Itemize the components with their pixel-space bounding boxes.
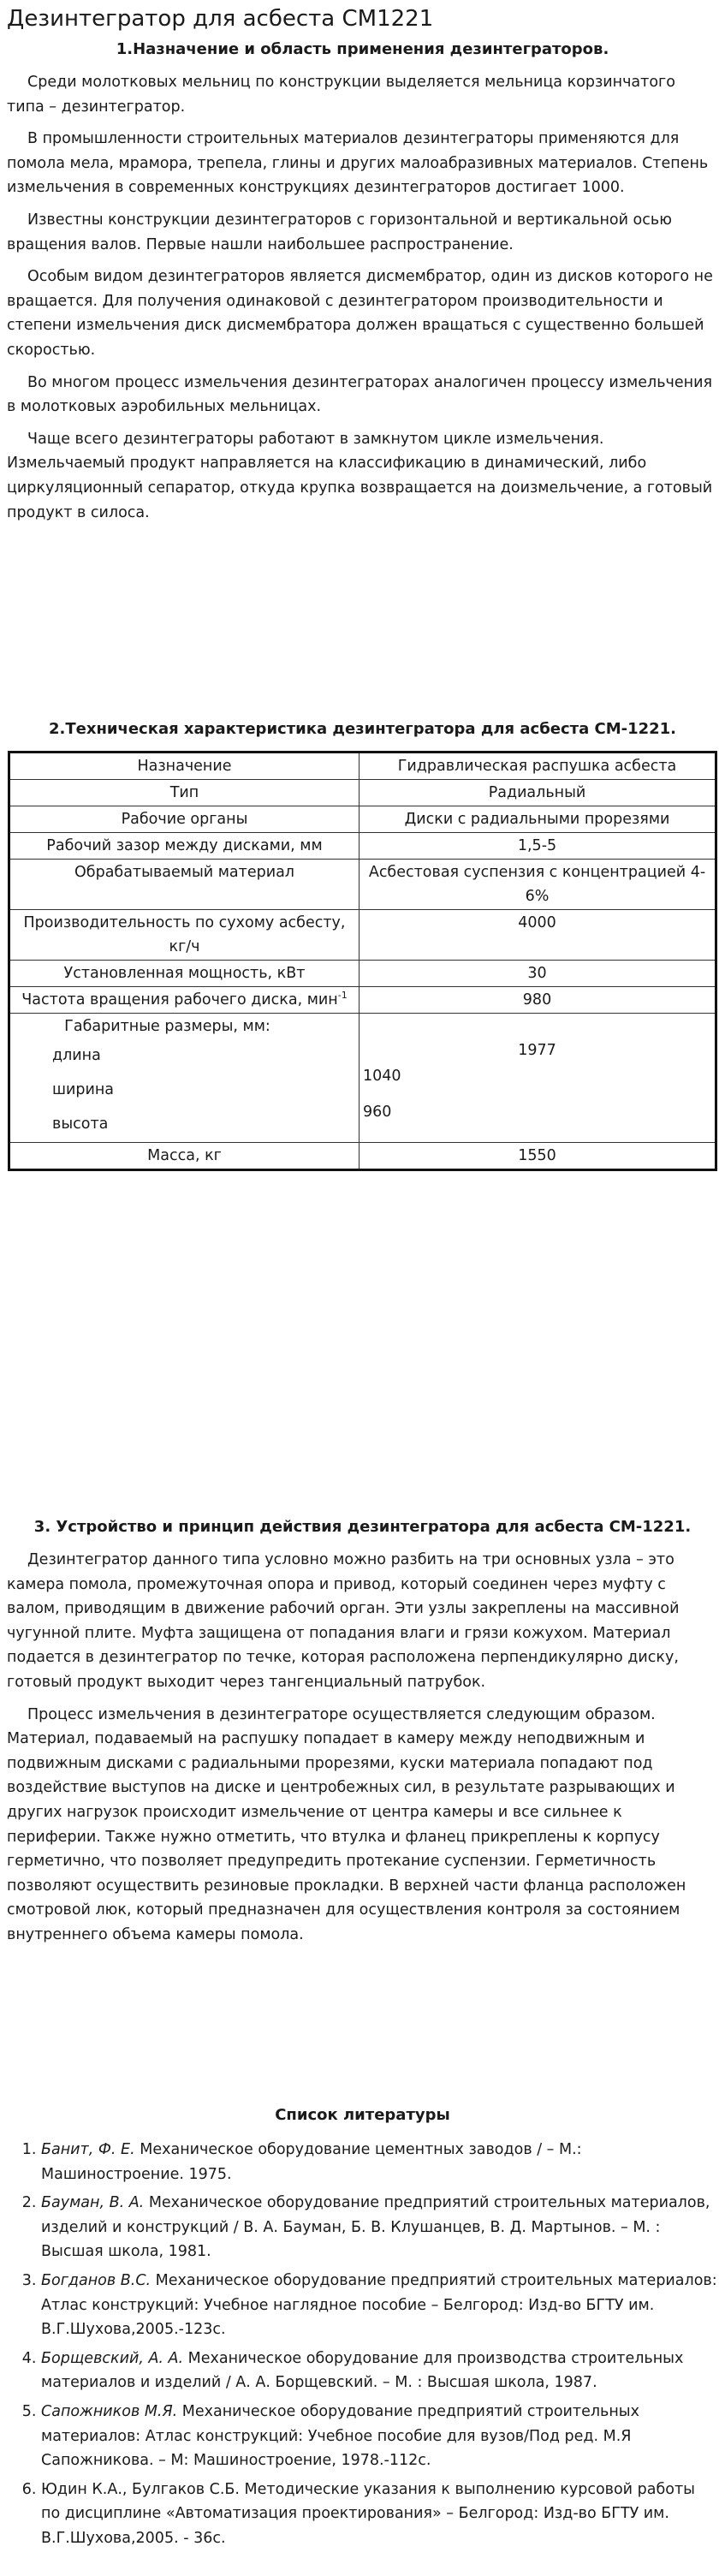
section-3-body [7,1548,717,1955]
spec-value: 1550 [360,1143,716,1170]
spec-value: Диски с радиальными прорезями [360,806,716,833]
table-row [9,987,716,1014]
paragraph: Дезинтегратор данного типа условно можно разбить на три основных узла – это камера помола, промежуточная опора и привод, который соединен через муфту с валом, приводящим в движение рабочий орган. Эти узлы закреплены на массивной чугунной плите. Муфта защищена от попадания влаги и грязи кожухом. Материал подается в дезинтегратор по течке, которая расположена перпендикулярно диску, готовый продукт выходит через тангенциальный патрубок. [7,1551,680,1691]
dimension-length-value: 1977 [518,1042,556,1059]
dimensions-heading: Габаритные размеры, мм: [64,1018,270,1035]
dimension-values [363,1014,711,1141]
spec-value [360,1014,716,1143]
table-row [9,780,716,806]
reference-item [41,2138,717,2186]
spec-name: Назначение [9,753,360,780]
document-title: Дезинтегратор для асбеста СМ1221 [7,6,434,32]
spec-value: 30 [360,961,716,987]
reference-text: Механическое оборудование предприятий строительных материалов: Атлас конструкций: Учебное наглядное пособие – Белгород: Изд-во БГТУ им. В.Г.Шухова,2005.-123с. [41,2271,717,2339]
table-row [9,833,716,860]
section-2-heading: 2.Техническая характеристика дезинтегратора для асбеста СМ-1221. [48,720,677,738]
section-1-body [7,70,717,532]
reference-item [41,2269,717,2342]
spec-name: Рабочие органы [9,806,360,833]
reference-author: Бауман, В. А. [41,2194,145,2212]
spec-value: 4000 [360,910,716,961]
table-row [9,753,716,780]
table-row-dimensions [9,1014,716,1143]
spec-value: 980 [360,987,716,1014]
reference-text: Механическое оборудование предприятий строительных материалов, изделий и конструкций / В. А. Бауман, Б. В. Клушанцев, В. Д. Мартынов. – М. : Высшая школа, 1981. [41,2194,710,2261]
spec-value: Радиальный [360,780,716,806]
references-heading: Список литературы [275,2106,450,2124]
reference-item [41,2478,717,2551]
spec-name-text: Частота вращения рабочего диска, мин [21,991,338,1008]
reference-item [41,2400,717,2473]
paragraph: Особым видом дезинтеграторов является дисмембратор, один из дисков которого не вращается. Для получения одинаковой с дезинтегратором производительности и степени измельчения диск дисмембратора должен вращаться с существенно большей скоростью. [7,268,713,359]
paragraph: Известны конструкции дезинтеграторов с горизонтальной и вертикальной осью вращения валов. Первые нашли наибольшее распространение. [7,211,672,253]
reference-author: Борщевский, А. А. [41,2349,184,2367]
spec-value: Асбестовая суспензия с концентрацией 4-6% [360,860,716,910]
dimension-width-value: 1040 [363,1068,401,1085]
reference-author: Богданов В.С. [41,2271,152,2289]
table-row [9,860,716,910]
spec-name: Рабочий зазор между дисками, мм [9,833,360,860]
reference-author: Банит, Ф. Е. [41,2141,135,2158]
reference-text: Юдин К.А., Булгаков С.Б. Методические указания к выполнению курсовой работы по дисциплине «Автоматизация проектирования» – Белгород: Изд-во БГТУ им. В.Г.Шухова,2005. - 36с. [41,2480,695,2547]
reference-author: Сапожников М.Я. [41,2402,178,2420]
spec-name: Установленная мощность, кВт [9,961,360,987]
spec-value: Гидравлическая распушка асбеста [360,753,716,780]
references-list [7,2138,717,2555]
spec-name: Тип [9,780,360,806]
table-row [9,1143,716,1170]
paragraph: Чаще всего дезинтеграторы работают в замкнутом цикле измельчения. Измельчаемый продукт направляется на классификацию в динамический, либо циркуляционный сепаратор, откуда крупка возвращается на доизмельчение, а готовый продукт в силоса. [7,430,713,521]
dimension-width-label: ширина [52,1081,115,1098]
spec-name [9,987,360,1014]
dimension-length-label: длина [52,1047,101,1064]
spec-name [9,1014,360,1143]
paragraph: Процесс измельчения в дезинтеграторе осуществляется следующим образом. Материал, подаваемый на распушку попадает в камеру между неподвижным и подвижным дисками с радиальными прорезями, куски материала попадают под воздействие выступов на диске и центробежных сил, в результате разрывающих и других нагрузок происходит измельчение от центра камеры и все сильнее к периферии. Также нужно отметить, что втулка и фланец прикреплены к корпусу герметично, что позволяет предупредить протекание суспензии. Герметичность позволяют осуществить резиновые прокладки. В верхней части фланца расположен смотровой люк, который предназначен для осуществления контроля за состоянием внутреннего объема камеры помола. [7,1705,686,1943]
spec-value: 1,5-5 [360,833,716,860]
table-row [9,910,716,961]
spec-name: Обрабатываемый материал [9,860,360,910]
reference-text: Механическое оборудование цементных заводов / – М.: Машиностроение. 1975. [41,2141,582,2183]
table-row [9,961,716,987]
reference-item [41,2347,717,2395]
paragraph: Во многом процесс измельчения дезинтеграторах аналогичен процессу измельчения в молотковых аэробильных мельницах. [7,373,712,416]
dimension-height-label: высота [52,1115,109,1133]
reference-item [41,2191,717,2264]
spec-name: Масса, кг [9,1143,360,1170]
table-row [9,806,716,833]
spec-name: Производительность по сухому асбесту, кг/ч [9,910,360,961]
dimension-height-value: 960 [363,1104,392,1121]
spec-table [8,751,717,1171]
paragraph: В промышленности строительных материалов дезинтеграторы применяются для помола мела, мрамора, трепела, глины и других малоабразивных материалов. Степень измельчения в современных конструкциях дезинтеграторов достигает 1000. [7,130,709,197]
reference-text: Механическое оборудование предприятий строительных материалов: Атлас конструкций: Учебное пособие для вузов/Под ред. М.Я Сапожникова. – М: Машиностроение, 1978.-112с. [41,2402,639,2470]
paragraph: Среди молотковых мельниц по конструкции выделяется мельница корзинчатого типа – дезинтегратор. [7,74,675,116]
reference-text: Механическое оборудование для производства строительных материалов и изделий / А. А. Борщевский. – М. : Высшая школа, 1987. [41,2349,684,2392]
unit-exponent: -1 [337,990,348,1002]
section-1-heading: 1.Назначение и область применения дезинтеграторов. [116,40,609,58]
section-3-heading: 3. Устройство и принцип действия дезинтегратора для асбеста СМ-1221. [33,1518,692,1536]
